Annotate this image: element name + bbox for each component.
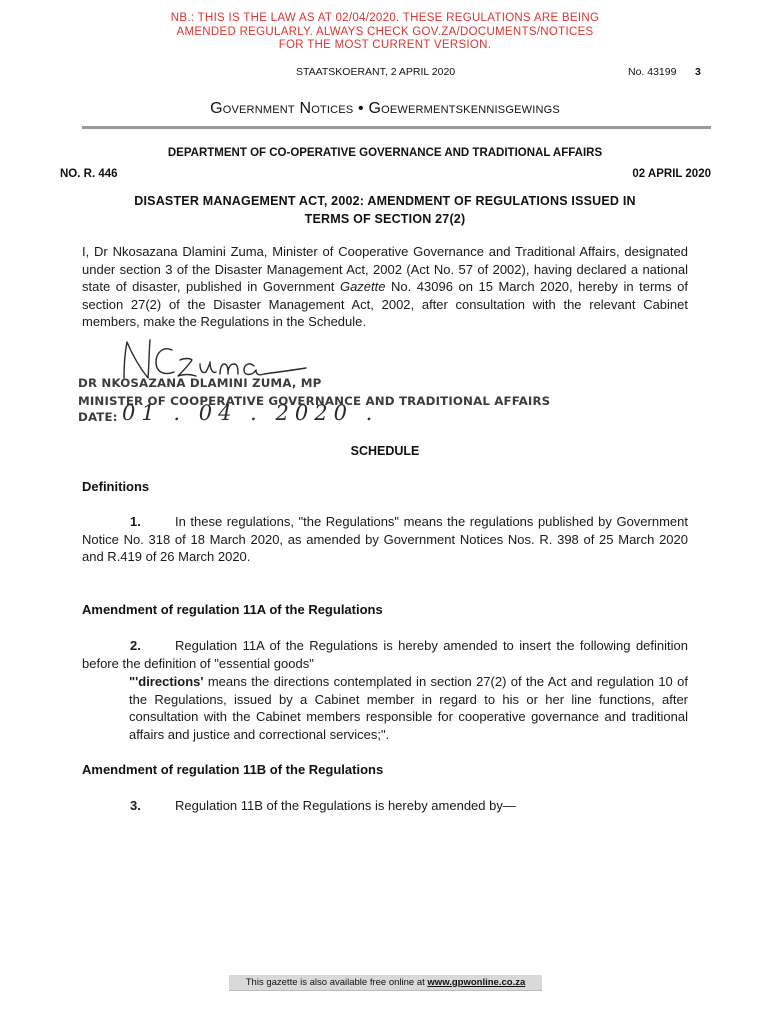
amendment-11b-text: Regulation 11B of the Regulations is hereby amended by— (175, 798, 516, 813)
definitions-heading: Definitions (82, 479, 150, 494)
signatory-name: DR NKOSAZANA DLAMINI ZUMA, MP (78, 376, 322, 390)
notice-date: 02 APRIL 2020 (632, 168, 711, 180)
section-divider (82, 126, 711, 129)
footer-availability-notice (229, 975, 542, 991)
section-title (0, 100, 770, 118)
amendment-11a-heading: Amendment of regulation 11A of the Regulations (82, 602, 383, 617)
notice-title-line-1: DISASTER MANAGEMENT ACT, 2002: AMENDMENT OF REGULATIONS ISSUED IN (134, 194, 636, 208)
section-title-english: Government Notices (210, 100, 354, 117)
intro-text-part-2: No. 43096 on 15 March 2020, hereby in terms of section 27(2) of the Disaster Management Act, 2002, after consultation with the relevant Cabinet members, make the Regulations in the Schedule. (82, 279, 688, 330)
amendment-11b-paragraph (82, 797, 688, 815)
directions-definition-text: means the directions contemplated in section 27(2) of the Act and regulation 10 of the Regulations, issued by a Cabinet member in regard to his or her line functions, after consultation with the Cabinet members responsible for cooperative governance and traditional affairs and justice and correctional services;". (129, 674, 688, 742)
footer-website-link[interactable]: www.gpwonline.co.za (427, 977, 526, 988)
banner-line-1: NB.: THIS IS THE LAW AS AT 02/04/2020. THESE REGULATIONS ARE BEING (170, 12, 600, 24)
intro-text-part-1: I, Dr Nkosazana Dlamini Zuma, Minister of Cooperative Governance and Traditional Affairs, designated under section 3 of the Disaster Management Act, 2002 (Act No. 57 of 2002), having declared a national state of disaster, published in Government (82, 244, 688, 295)
department-name: DEPARTMENT OF CO-OPERATIVE GOVERNANCE AND TRADITIONAL AFFAIRS (167, 147, 603, 159)
running-header-page-number: 3 (695, 66, 701, 78)
legal-status-banner (0, 12, 770, 53)
definitions-paragraph (82, 513, 688, 566)
amendment-11b-heading: Amendment of regulation 11B of the Regulations (82, 762, 384, 777)
running-header-gazette-number: No. 43199 (628, 66, 677, 78)
section-title-bullet: • (358, 100, 364, 117)
notice-title-line-2: TERMS OF SECTION 27(2) (304, 212, 466, 226)
directions-term: "'directions' (129, 674, 204, 689)
notice-title (82, 192, 688, 228)
paragraph-number-1: 1. (130, 514, 141, 529)
signature-date-label: DATE: (78, 410, 118, 424)
definitions-text: In these regulations, "the Regulations" means the regulations published by Government Notice No. 318 of 18 March 2020, as amended by Government Notices Nos. R. 398 of 25 March 2020 and R.419 of 26 March 2020. (82, 514, 688, 565)
banner-line-2: AMENDED REGULARLY. ALWAYS CHECK GOV.ZA/DOCUMENTS/NOTICES (176, 25, 594, 38)
footer-text: This gazette is also available free online at (245, 977, 428, 988)
paragraph-number-2: 2. (130, 638, 141, 653)
running-header-publication: STAATSKOERANT, 2 APRIL 2020 (296, 66, 456, 78)
intro-italic-gazette: Gazette (339, 279, 386, 295)
amendment-11a-text: Regulation 11A of the Regulations is hereby amended to insert the following definition before the definition of "essential goods" (82, 638, 688, 671)
section-title-afrikaans: Goewermentskennisgewings (368, 100, 560, 117)
intro-paragraph (82, 243, 688, 331)
directions-definition (129, 673, 688, 743)
banner-line-3: FOR THE MOST CURRENT VERSION. (278, 39, 492, 51)
signatory-position: MINISTER OF COOPERATIVE GOVERNANCE AND TRADITIONAL AFFAIRS (78, 394, 551, 408)
schedule-heading: SCHEDULE (350, 444, 420, 458)
paragraph-number-3: 3. (130, 798, 141, 813)
signature-date-value: 01 . 04 . 2020 . (122, 401, 379, 425)
notice-number: NO. R. 446 (60, 168, 118, 180)
amendment-11a-paragraph (82, 637, 688, 672)
